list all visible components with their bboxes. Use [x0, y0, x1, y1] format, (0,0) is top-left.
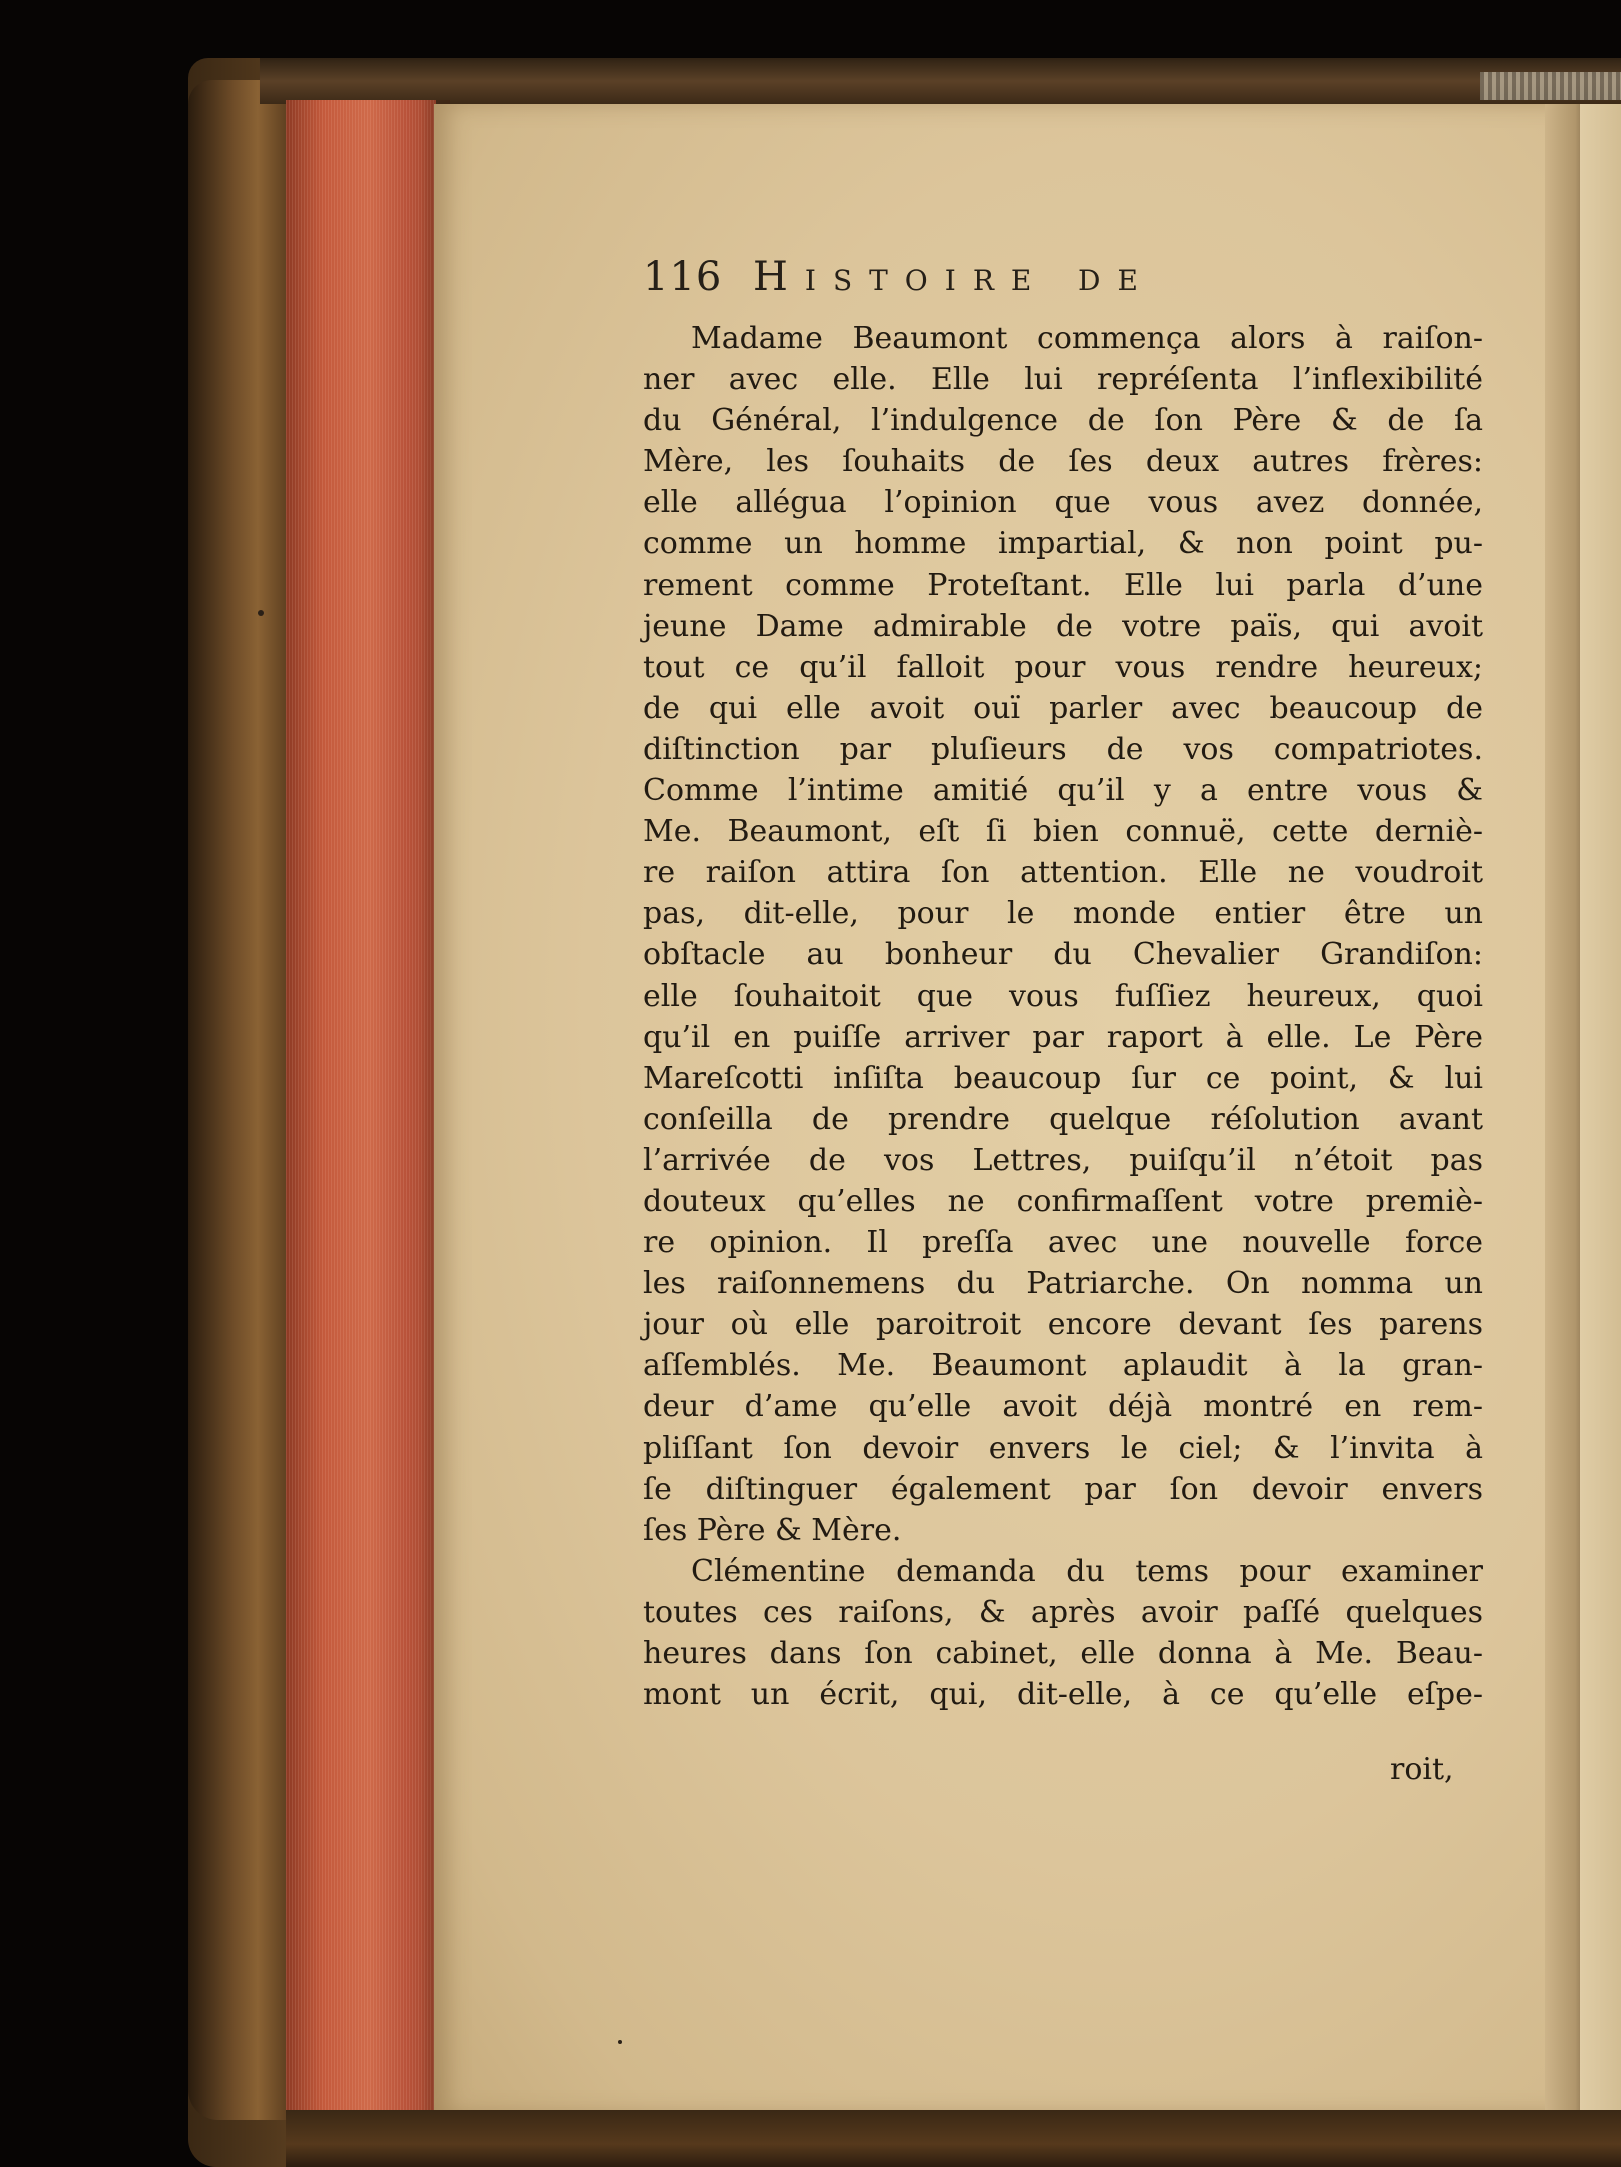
text-line: Comme l’intime amitié qu’il y a entre vous & [643, 773, 1483, 809]
bottom-binding [286, 2110, 1621, 2167]
text-line: pas, dit-elle, pour le monde entier être un [643, 896, 1483, 932]
page-heading: Histoire de [753, 254, 1155, 300]
text-line: deur d’ame qu’elle avoit déjà montré en rem- [643, 1389, 1483, 1425]
text-line: ſes Père & Mère. [643, 1512, 902, 1548]
text-line: diſtinction par pluſieurs de vos compatriotes. [643, 731, 1483, 767]
ink-speck [258, 610, 264, 616]
text-line: Clémentine demanda du tems pour examiner [691, 1553, 1483, 1589]
text-line: Madame Beaumont commença alors à raiſon- [691, 321, 1483, 356]
text-line: elle allégua l’opinion que vous avez donnée, [643, 485, 1483, 521]
text-line: mont un écrit, qui, dit-elle, à ce qu’elle eſpe- [643, 1677, 1483, 1713]
text-line: tout ce qu’il falloit pour vous rendre heureux; [643, 649, 1483, 685]
text-line: Mareſcotti inſiſta beaucoup ſur ce point, & lui [643, 1060, 1483, 1096]
running-head [643, 254, 1303, 304]
catchword: roit, [1390, 1752, 1454, 1787]
text-line: de qui elle avoit ouï parler avec beaucoup de [643, 690, 1483, 726]
text-line: pliſſant ſon devoir envers le ciel; & l’invita à [643, 1430, 1483, 1466]
text-line: l’arrivée de vos Lettres, puiſqu’il n’étoit pas [643, 1142, 1483, 1178]
headcap [260, 58, 1621, 104]
text-line: conſeilla de prendre quelque réſolution avant [643, 1101, 1483, 1137]
text-line: re opinion. Il preſſa avec une nouvelle force [643, 1225, 1483, 1261]
headband [1480, 72, 1621, 100]
text-line: aſſemblés. Me. Beaumont aplaudit à la gran- [643, 1348, 1483, 1384]
text-line: toutes ces raiſons, & après avoir paſſé quelques [643, 1594, 1483, 1630]
text-line: les raiſonnemens du Patriarche. On nomma un [643, 1266, 1483, 1302]
text-line: elle ſouhaitoit que vous fuſſiez heureux, quoi [643, 978, 1483, 1014]
text-line: jour où elle paroitroit encore devant ſes parens [643, 1307, 1483, 1343]
binding-edge [188, 80, 288, 2120]
text-line: Mère, les ſouhaits de ſes deux autres frères: [643, 444, 1483, 480]
text-line: comme un homme impartial, & non point pu- [643, 526, 1483, 562]
text-line: rement comme Proteſtant. Elle lui parla d’une [643, 567, 1483, 603]
facing-page-edge [1580, 104, 1621, 2114]
text-line: re raiſon attira ſon attention. Elle ne voudroit [643, 855, 1483, 891]
text-line: heures dans ſon cabinet, elle donna à Me. Beau- [643, 1636, 1483, 1671]
ink-speck [618, 2040, 622, 2044]
text-line: jeune Dame admirable de votre païs, qui avoit [643, 608, 1483, 644]
red-page-edges [286, 100, 436, 2130]
text-line: ner avec elle. Elle lui repréſenta l’inflexibilité [643, 362, 1483, 398]
text-line: qu’il en puiſſe arriver par raport à elle. Le Père [643, 1019, 1483, 1055]
body-text [643, 318, 1483, 1715]
text-line: ſe diſtinguer également par ſon devoir envers [643, 1471, 1483, 1507]
text-line: douteux qu’elles ne confirmaſſent votre premiè- [643, 1183, 1483, 1219]
text-line: Me. Beaumont, eſt ſi bien connuë, cette derniè- [643, 814, 1483, 850]
text-line: obſtacle au bonheur du Chevalier Grandiſon: [643, 937, 1483, 973]
text-line: du Général, l’indulgence de ſon Père & de ſa [643, 403, 1483, 439]
page-number: 116 [643, 254, 723, 300]
